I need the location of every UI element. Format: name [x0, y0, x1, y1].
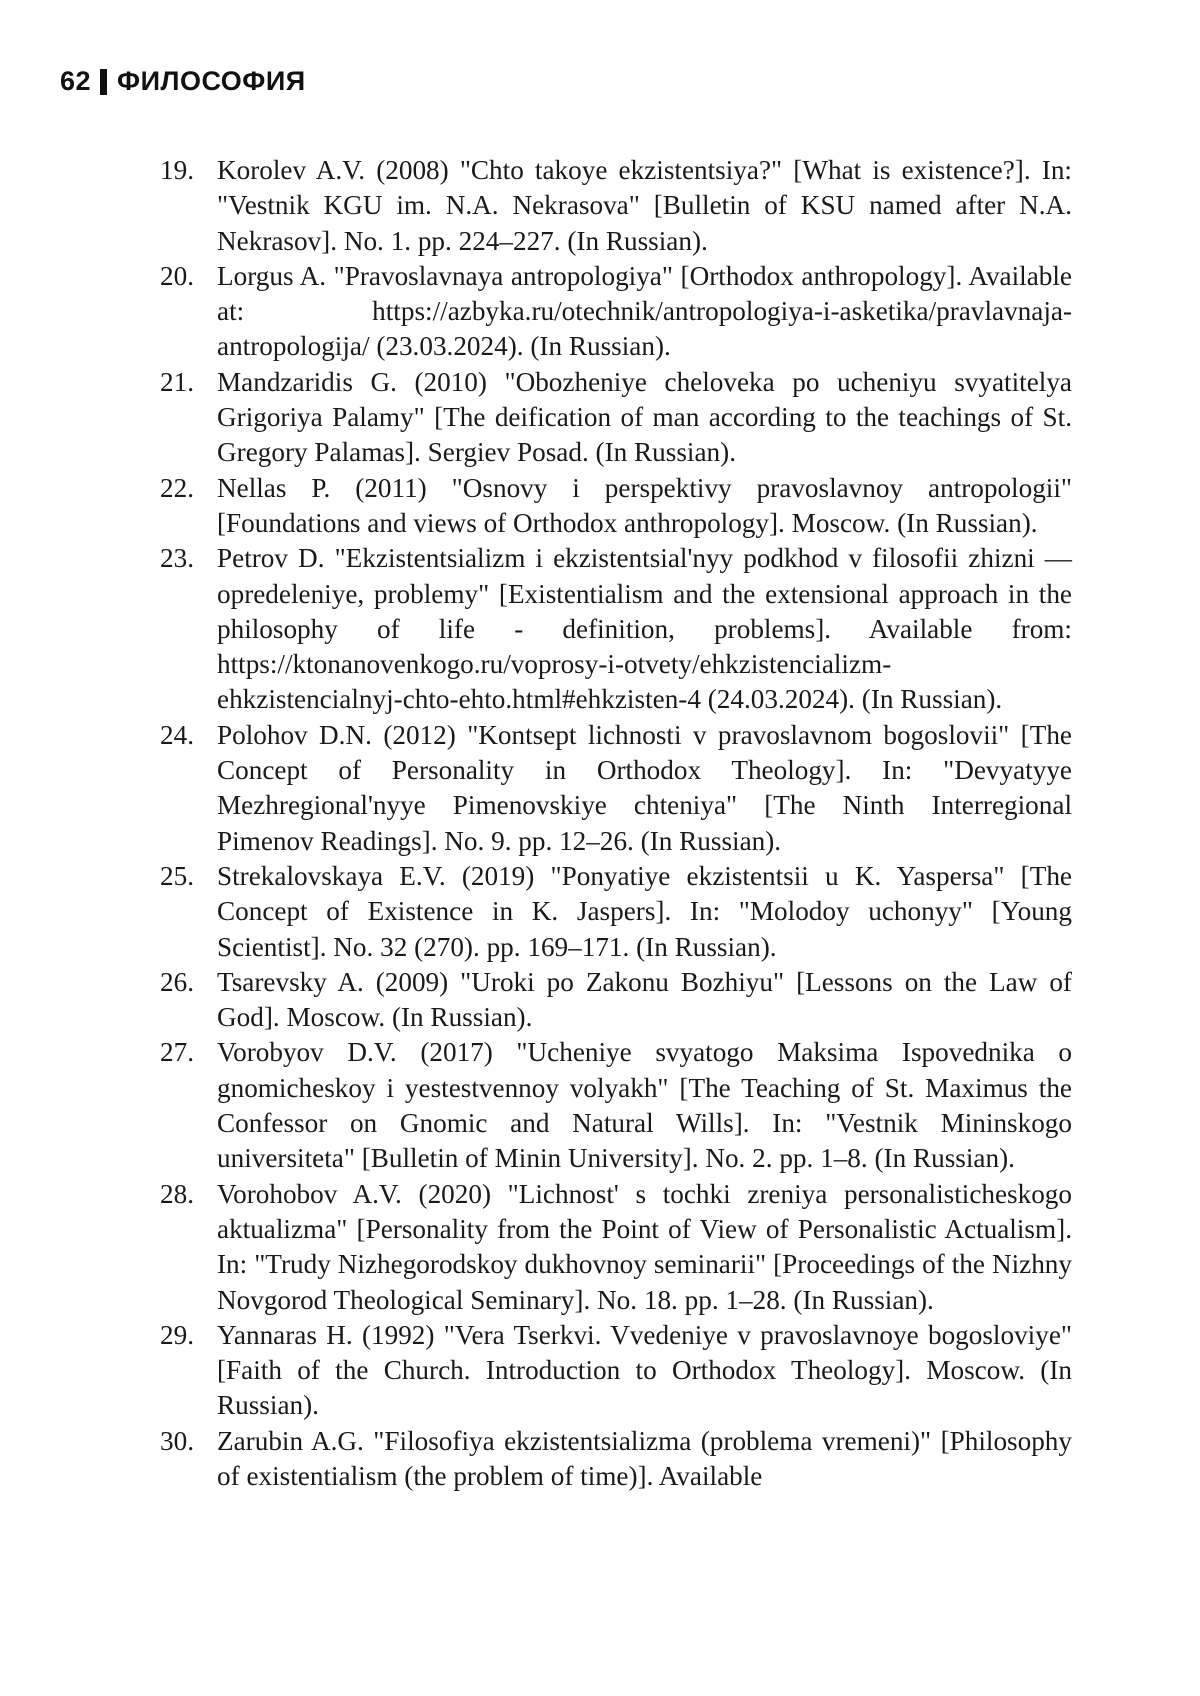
- reference-number: 23.: [160, 543, 194, 574]
- reference-item-24: [160, 718, 1072, 859]
- reference-item-26: [160, 965, 1072, 1036]
- reference-item-27: [160, 1035, 1072, 1176]
- reference-number: 21.: [160, 366, 194, 397]
- reference-number: 27.: [160, 1037, 194, 1068]
- reference-item-19: [160, 153, 1072, 259]
- reference-text: Yannaras H. (1992) "Vera Tserkvi. Vvedeniye v pravoslavnoye bogosloviye" [Faith of the Church. Introduction to Orthodox Theology]. Moscow. (In Russian).: [217, 1319, 1072, 1421]
- reference-number: 30.: [160, 1425, 194, 1456]
- reference-text: Lorgus A. "Pravoslavnaya antropologiya" [Orthodox anthropology]. Available at: https://azbyka.ru/otechnik/antropologiya-i-asketika/pravlavnaja-antropologija/ (23.03.2024). (In Russian).: [217, 260, 1072, 362]
- reference-text: Petrov D. "Ekzistentsializm i ekzistentsial'nyy podkhod v filosofii zhizni — opredeleniye, problemy" [Existentialism and the extensional approach in the philosophy of life - definition, problems]. Available from: https://ktonanovenkogo.ru/voprosy-i-otvety/ehkzistencializm-ehkzistencialnyj-chto-ehto.html#ehkzisten-4 (24.03.2024). (In Russian).: [217, 543, 1072, 715]
- reference-list: [160, 153, 1072, 1494]
- reference-text: Mandzaridis G. (2010) "Obozheniye cheloveka po ucheniyu svyatitelya Grigoriya Palamy" [The deification of man according to the teachings of St. Gregory Palamas]. Sergiev Posad. (In Russian).: [217, 366, 1072, 468]
- reference-number: 22.: [160, 472, 194, 503]
- reference-text: Strekalovskaya E.V. (2019) "Ponyatiye ekzistentsii u K. Yaspersa" [The Concept of Existence in K. Jaspers]. In: "Molodoy uchonyy" [Young Scientist]. No. 32 (270). pp. 169–171. (In Russian).: [217, 860, 1072, 962]
- reference-item-20: [160, 259, 1072, 365]
- reference-item-30: [160, 1424, 1072, 1495]
- reference-text: Tsarevsky A. (2009) "Uroki po Zakonu Bozhiyu" [Lessons on the Law of God]. Moscow. (In Russian).: [217, 966, 1072, 1033]
- page-number: 62: [60, 66, 92, 96]
- section-title: ФИЛОСОФИЯ: [117, 66, 306, 96]
- reference-number: 26.: [160, 966, 194, 997]
- header-separator-bar: [100, 69, 107, 95]
- reference-number: 20.: [160, 260, 194, 291]
- reference-item-21: [160, 365, 1072, 471]
- reference-text: Vorohobov A.V. (2020) "Lichnost' s tochki zreniya personalisticheskogo aktualizma" [Personality from the Point of View of Personalistic Actualism]. In: "Trudy Nizhegorodskoy dukhovnoy seminarii" [Proceedings of the Nizhny Novgorod Theological Seminary]. No. 18. pp. 1–28. (In Russian).: [217, 1178, 1072, 1315]
- reference-item-23: [160, 541, 1072, 717]
- reference-text: Vorobyov D.V. (2017) "Ucheniye svyatogo Maksima Ispovednika o gnomicheskoy i yestestvennoy volyakh" [The Teaching of St. Maximus the Confessor on Gnomic and Natural Wills]. In: "Vestnik Mininskogo universiteta" [Bulletin of Minin University]. No. 2. pp. 1–8. (In Russian).: [217, 1037, 1072, 1174]
- reference-text: Zarubin A.G. "Filosofiya ekzistentsializma (problema vremeni)" [Philosophy of existentialism (the problem of time)]. Available: [217, 1425, 1072, 1491]
- reference-number: 19.: [160, 155, 194, 185]
- reference-item-22: [160, 471, 1072, 542]
- reference-number: 29.: [160, 1319, 194, 1350]
- reference-text: Nellas P. (2011) "Osnovy i perspektivy pravoslavnoy antropologii" [Foundations and views of Orthodox anthropology]. Moscow. (In Russian).: [217, 472, 1072, 538]
- reference-item-29: [160, 1318, 1072, 1424]
- reference-number: 25.: [160, 860, 194, 891]
- reference-number: 28.: [160, 1178, 194, 1209]
- reference-text: Korolev A.V. (2008) "Chto takoye ekzistentsiya?" [What is existence?]. In: "Vestnik KGU im. N.A. Nekrasova" [Bulletin of KSU named after N.A. Nekrasov]. No. 1. pp. 224–227. (In Russian).: [217, 155, 1072, 256]
- reference-item-28: [160, 1177, 1072, 1318]
- reference-number: 24.: [160, 719, 194, 750]
- running-head: [60, 66, 306, 97]
- reference-item-25: [160, 859, 1072, 965]
- reference-text: Polohov D.N. (2012) "Kontsept lichnosti v pravoslavnom bogoslovii" [The Concept of Personality in Orthodox Theology]. In: "Devyatyye Mezhregional'nyye Pimenovskiye chteniya" [The Ninth Interregional Pimenov Readings]. No. 9. pp. 12–26. (In Russian).: [217, 719, 1072, 856]
